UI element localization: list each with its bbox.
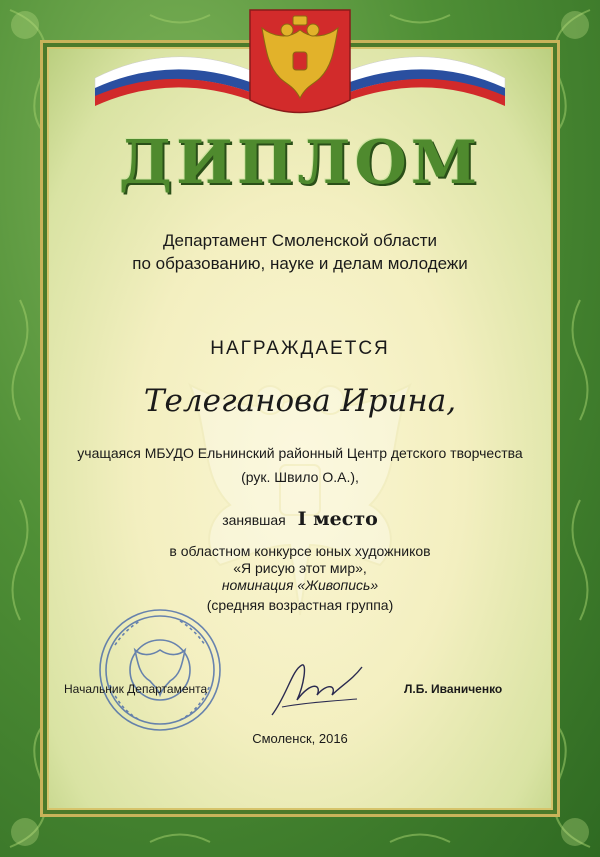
achievement-line: [0, 508, 600, 530]
signer-name: Л.Б. Иваниченко: [404, 682, 503, 696]
achievement-prefix: занявшая: [222, 512, 286, 528]
recipient-description: учащаяся МБУДО Ельнинский районный Центр детского творчества: [77, 445, 523, 461]
nomination: номинация «Живопись»: [221, 577, 379, 593]
signer-position: Начальник Департамента: [64, 682, 208, 696]
place-and-date: Смоленск, 2016: [252, 731, 348, 746]
awarded-label: НАГРАЖДАЕТСЯ: [210, 338, 390, 359]
official-seal-stamp-icon: [95, 605, 225, 735]
russian-flag-ribbon-icon: [235, 0, 365, 120]
department-name-line1: Департамент Смоленской области: [163, 231, 437, 250]
recipient-name: Телеганова Ирина,: [143, 383, 457, 419]
department-name-line2: по образованию, науке и делам молодежи: [132, 254, 468, 273]
diploma-title: ДИПЛОМ: [118, 128, 482, 198]
age-group: (средняя возрастная группа): [206, 597, 394, 613]
recipient-supervisor: (рук. Швило О.А.),: [241, 469, 359, 485]
contest-title: «Я рисую этот мир»,: [233, 560, 367, 576]
achievement-place: I место: [297, 508, 378, 530]
contest-name: в областном конкурсе юных художников: [169, 543, 431, 559]
handwritten-signature-icon: [262, 655, 372, 725]
